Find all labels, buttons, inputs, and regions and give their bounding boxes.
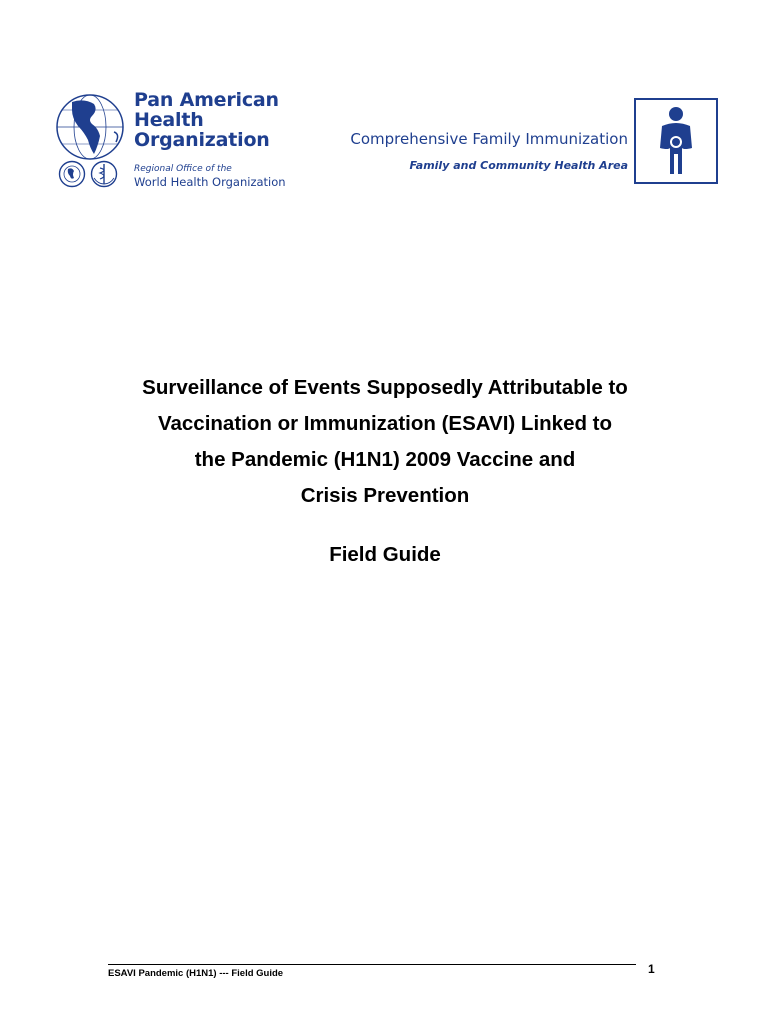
title-line-2: Vaccination or Immunization (ESAVI) Linked to — [157, 412, 613, 435]
document-subtitle: Field Guide — [329, 543, 441, 566]
page-number: 1 — [648, 962, 655, 976]
org-name-line-1: Pan American — [134, 89, 279, 111]
title-line-3: the Pandemic (H1N1) 2009 Vaccine and — [194, 448, 576, 471]
footer-divider — [108, 964, 636, 965]
paho-logo — [54, 90, 304, 190]
org-name-line-2: Health — [134, 109, 204, 131]
program-area: Family and Community Health Area — [409, 159, 628, 172]
title-line-4: Crisis Prevention — [300, 484, 470, 507]
regional-office-label: Regional Office of the — [134, 164, 232, 174]
who-emblem — [92, 162, 117, 187]
footer-text: ESAVI Pandemic (H1N1) --- Field Guide — [108, 968, 284, 979]
program-name: Comprehensive Family Immunization — [350, 130, 628, 148]
paho-seal — [60, 162, 85, 187]
seal-icons — [58, 160, 128, 188]
family-figure-icon — [634, 98, 718, 184]
globe-americas-logo — [54, 92, 130, 162]
who-label: World Health Organization — [134, 175, 286, 189]
org-name-line-3: Organization — [134, 129, 270, 151]
organization-name — [134, 90, 279, 150]
title-line-1: Surveillance of Events Supposedly Attributable to — [142, 376, 628, 399]
document-title — [60, 370, 710, 514]
